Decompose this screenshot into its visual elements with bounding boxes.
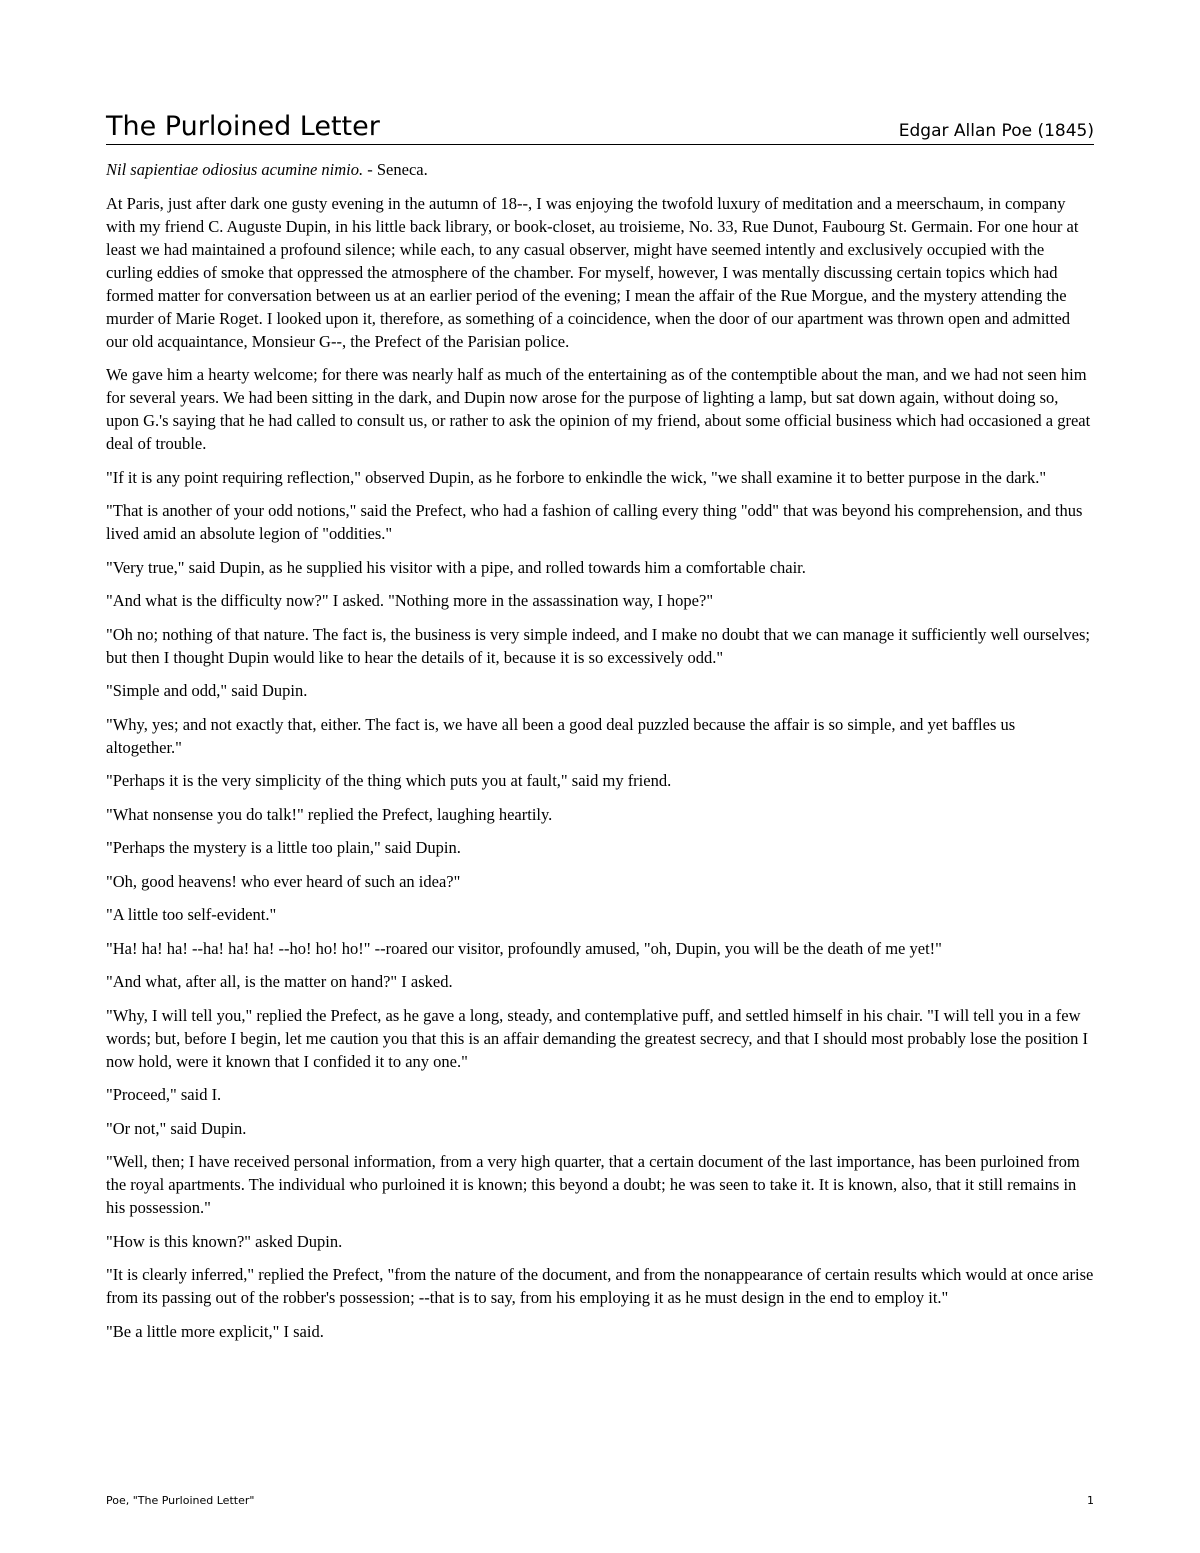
- paragraph: "Ha! ha! ha! --ha! ha! ha! --ho! ho! ho!" --roared our visitor, profoundly amused, "oh, Dupin, you will be the death of me yet!": [106, 938, 942, 958]
- paragraph: "And what, after all, is the matter on hand?" I asked.: [106, 972, 453, 991]
- paragraph: "That is another of your odd notions," said the Prefect, who had a fashion of calling every thing "odd" that was beyond his comprehension, and thus lived amid an absolute legion of "oddities.": [106, 501, 1083, 543]
- paragraph: "If it is any point requiring reflection," observed Dupin, as he forbore to enkindle the wick, "we shall examine it to better purpose in the dark.": [106, 467, 1047, 487]
- paragraph: "Be a little more explicit," I said.: [106, 1321, 324, 1341]
- paragraph: "Very true," said Dupin, as he supplied his visitor with a pipe, and rolled towards him a comfortable chair.: [106, 557, 806, 577]
- paragraph: "Why, I will tell you," replied the Prefect, as he gave a long, steady, and contemplative puff, and settled himself in his chair. "I will tell you in a few words; but, before I begin, let me caution you that this is an affair demanding the greatest secrecy, and that I should most probably lose the position I now hold, were it known that I confided it to any one.": [106, 1005, 1088, 1071]
- footer-running-title: Poe, "The Purloined Letter": [106, 1494, 255, 1507]
- paragraph: "Proceed," said I.: [106, 1085, 222, 1104]
- paragraph: "Oh, good heavens! who ever heard of such an idea?": [106, 871, 461, 891]
- paragraph: "Oh no; nothing of that nature. The fact is, the business is very simple indeed, and I make no doubt that we can manage it sufficiently well ourselves; but then I thought Dupin would like to hear the details of it, because it is so excessively odd.": [106, 624, 1090, 667]
- paragraph: At Paris, just after dark one gusty evening in the autumn of 18--, I was enjoying the twofold luxury of meditation and a meerschaum, in company with my friend C. Auguste Dupin, in his little back library, or book-closet, au troisieme, No. 33, Rue Dunot, Faubourg St. Germain. For one hour at least we had maintained a profound silence; while each, to any casual observer, might have seemed intently and exclusively occupied with the curling eddies of smoke that oppressed the atmosphere of the chamber. For myself, however, I was mentally discussing certain topics which had formed matter for conversation between us at an earlier period of the evening; I mean the affair of the Rue Morgue, and the mystery attending the murder of Marie Roget. I looked upon it, therefore, as something of a coincidence, when the door of our apartment was thrown open and admitted our old acquaintance, Monsieur G--, the Prefect of the Parisian police.: [106, 193, 1079, 351]
- page-footer: [106, 1494, 1094, 1512]
- paragraph: We gave him a hearty welcome; for there was nearly half as much of the entertaining as of the contemptible about the man, and we had not seen him for several years. We had been sitting in the dark, and Dupin now arose for the purpose of lighting a lamp, but sat down again, without doing so, upon G.'s saying that he had called to consult us, or rather to ask the opinion of my friend, about some official business which had occasioned a great deal of trouble.: [106, 365, 1091, 453]
- epigraph-attribution: - Seneca.: [363, 160, 428, 179]
- paragraph: "Perhaps the mystery is a little too plain," said Dupin.: [106, 838, 461, 857]
- paragraph: "And what is the difficulty now?" I asked. "Nothing more in the assassination way, I hope?": [106, 591, 714, 610]
- paragraph: "Why, yes; and not exactly that, either. The fact is, we have all been a good deal puzzled because the affair is so simple, and yet baffles us altogether.": [106, 714, 1016, 757]
- epigraph-quote: Nil sapientiae odiosius acumine nimio.: [106, 160, 364, 179]
- paragraph: "It is clearly inferred," replied the Prefect, "from the nature of the document, and from the nonappearance of certain results which would at once arise from its passing out of the robber's possession; --that is to say, from his employing it as he must design in the end to employ it.": [106, 1265, 1094, 1307]
- document-body: [106, 158, 1094, 1353]
- page-header: [106, 106, 1094, 145]
- paragraph: "How is this known?" asked Dupin.: [106, 1231, 343, 1251]
- paragraph: "What nonsense you do talk!" replied the Prefect, laughing heartily.: [106, 804, 553, 824]
- paragraph: "A little too self-evident.": [106, 905, 277, 924]
- epigraph: [106, 158, 1094, 181]
- page-number: 1: [1087, 1494, 1094, 1507]
- document-author: Edgar Allan Poe (1845): [898, 121, 1094, 141]
- document-title: The Purloined Letter: [106, 111, 380, 142]
- paragraph: "Perhaps it is the very simplicity of the thing which puts you at fault," said my friend.: [106, 771, 672, 790]
- paragraph: "Well, then; I have received personal information, from a very high quarter, that a certain document of the last importance, has been purloined from the royal apartments. The individual who purloined it is known; this beyond a doubt; he was seen to take it. It is known, also, that it still remains in his possession.": [106, 1152, 1080, 1217]
- paragraph: "Or not," said Dupin.: [106, 1118, 247, 1138]
- paragraph: "Simple and odd," said Dupin.: [106, 681, 308, 700]
